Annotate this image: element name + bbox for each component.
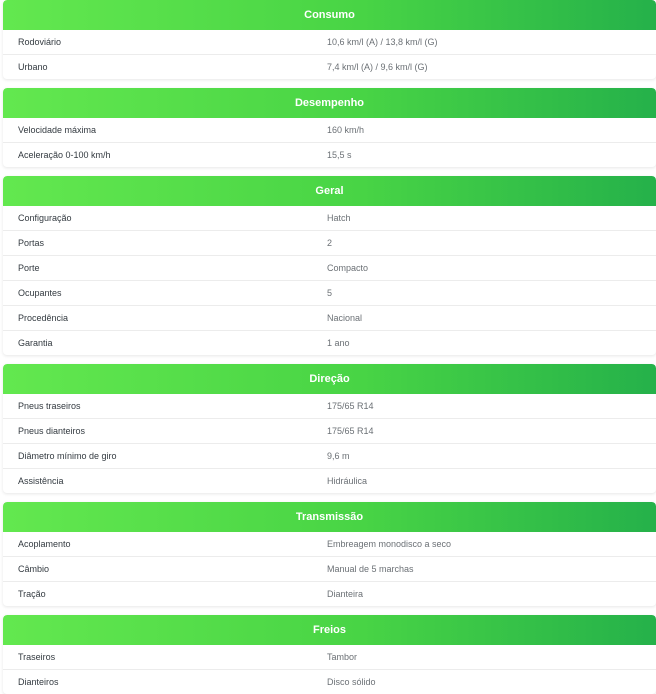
section-title: Transmissão [3,502,656,532]
spec-row [3,645,656,670]
spec-row [3,582,656,606]
section-direcao [3,364,656,493]
section-freios [3,615,656,694]
section-desempenho [3,88,656,167]
spec-value: 175/65 R14 [327,426,374,436]
spec-label: Procedência [18,313,69,323]
spec-label: Dianteiros [18,677,59,687]
section-title: Desempenho [3,88,656,118]
spec-label: Tração [18,589,46,599]
spec-label: Porte [18,263,40,273]
section-title: Freios [3,615,656,645]
spec-label: Configuração [18,213,72,223]
spec-value: 7,4 km/l (A) / 9,6 km/l (G) [327,62,428,72]
spec-label: Câmbio [18,564,50,574]
spec-row [3,419,656,444]
spec-label: Urbano [18,62,48,72]
spec-row [3,206,656,231]
spec-value: Hatch [327,213,351,223]
spec-label: Traseiros [18,652,56,662]
spec-value: 10,6 km/l (A) / 13,8 km/l (G) [327,37,438,47]
spec-value: 9,6 m [327,451,350,461]
spec-label: Portas [18,238,45,248]
section-geral [3,176,656,355]
spec-value: 15,5 s [327,150,352,160]
spec-label: Rodoviário [18,37,62,47]
spec-label: Ocupantes [18,288,62,298]
spec-row [3,256,656,281]
spec-value: Dianteira [327,589,364,599]
spec-label: Acoplamento [18,539,71,549]
spec-row [3,55,656,79]
spec-row [3,30,656,55]
spec-label: Pneus dianteiros [18,426,86,436]
spec-row [3,469,656,493]
spec-row [3,231,656,256]
spec-value: 175/65 R14 [327,401,374,411]
spec-label: Assistência [18,476,64,486]
spec-label: Pneus traseiros [18,401,81,411]
section-transmissao [3,502,656,606]
spec-value: Nacional [327,313,363,323]
spec-row [3,670,656,694]
section-title: Consumo [3,0,656,30]
spec-value: Tambor [327,652,358,662]
spec-value: Manual de 5 marchas [327,564,414,574]
spec-row [3,394,656,419]
spec-value: Compacto [327,263,369,273]
spec-label: Garantia [18,338,53,348]
spec-row [3,532,656,557]
spec-label: Aceleração 0-100 km/h [18,150,111,160]
spec-value: Disco sólido [327,677,376,687]
spec-label: Diâmetro mínimo de giro [18,451,117,461]
spec-row [3,306,656,331]
spec-row [3,281,656,306]
spec-value: 160 km/h [327,125,365,135]
spec-row [3,331,656,355]
section-title: Geral [3,176,656,206]
spec-value: 5 [327,288,333,298]
spec-row [3,143,656,167]
section-title: Direção [3,364,656,394]
spec-value: Hidráulica [327,476,368,486]
spec-row [3,118,656,143]
spec-value: 1 ano [327,338,350,348]
spec-row [3,444,656,469]
spec-row [3,557,656,582]
spec-value: 2 [327,238,333,248]
section-consumo [3,0,656,79]
spec-value: Embreagem monodisco a seco [327,539,452,549]
spec-label: Velocidade máxima [18,125,97,135]
